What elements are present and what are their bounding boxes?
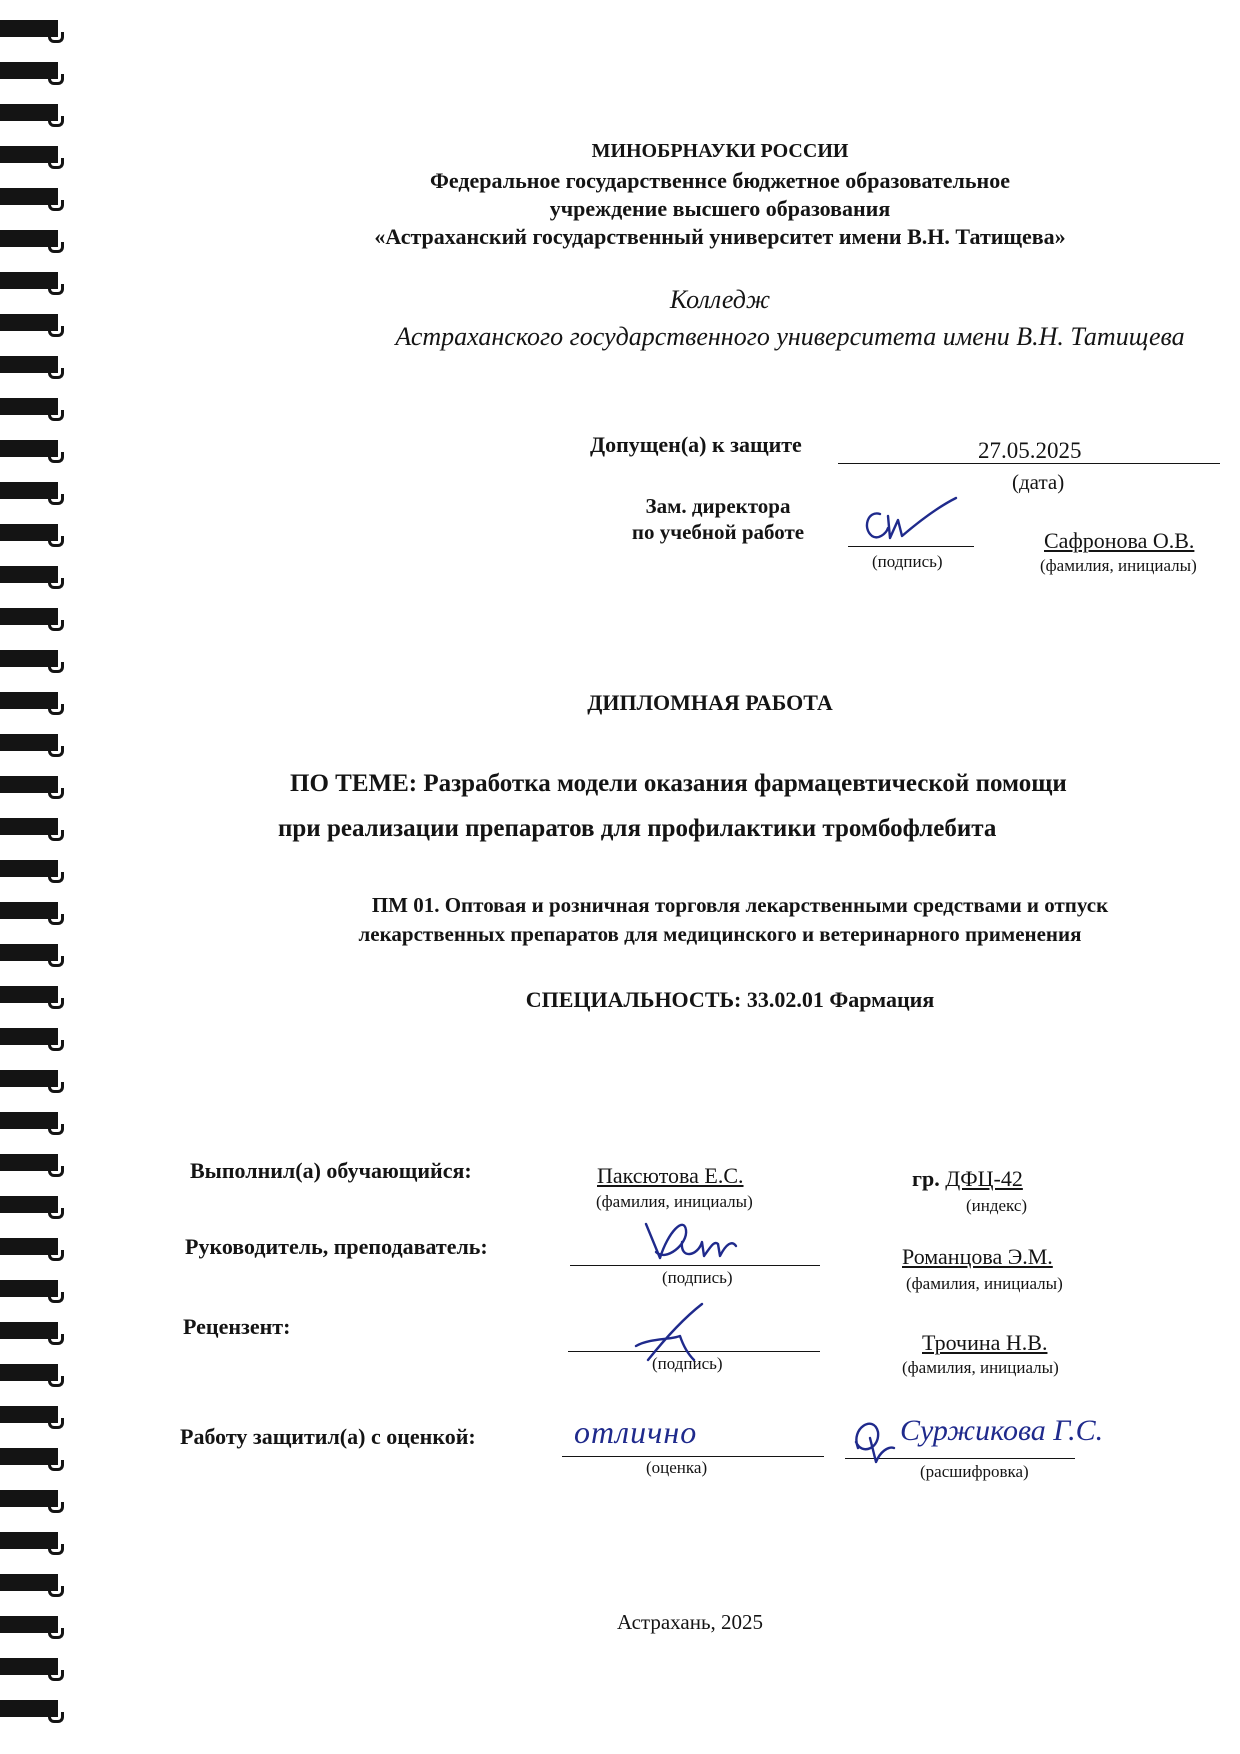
ministry-name: МИНОБРНАУКИ РОССИИ	[591, 140, 849, 162]
binding-ring	[0, 650, 58, 667]
binding-ring	[0, 440, 58, 457]
student-label: Выполнил(а) обучающийся:	[190, 1158, 472, 1183]
binding-ring	[0, 356, 58, 373]
position-line-2: по учебной работе	[631, 520, 805, 544]
grade-caption: (оценка)	[646, 1458, 708, 1477]
date-caption: (дата)	[1012, 470, 1065, 494]
binding-ring	[0, 1448, 58, 1465]
college-line-1: Колледж	[669, 285, 771, 314]
decoding-caption: (расшифровка)	[920, 1462, 1029, 1481]
binding-ring	[0, 1280, 58, 1297]
binding-ring	[0, 734, 58, 751]
supervisor-label: Руководитель, преподаватель:	[185, 1234, 488, 1259]
decoding-handwritten: Суржикова Г.С.	[900, 1414, 1104, 1447]
binding-ring	[0, 1532, 58, 1549]
binding-ring	[0, 1070, 58, 1087]
module-line-2: лекарственных препаратов для медицинского и ветеринарного применения	[358, 922, 1082, 946]
binding-ring	[0, 818, 58, 835]
binding-ring	[0, 1238, 58, 1255]
city-year: Астрахань, 2025	[616, 1610, 764, 1634]
binding-ring	[0, 1700, 58, 1717]
header-line-3: «Астраханский государственный университет имени В.Н. Татищева»	[374, 224, 1066, 249]
binding-ring	[0, 608, 58, 625]
binding-ring	[0, 1490, 58, 1507]
binding-ring	[0, 482, 58, 499]
topic-line-2: при реализации препаратов для профилактики тромбофлебита	[278, 815, 997, 842]
header-line-1: Федеральное государственнсе бюджетное образовательное	[430, 168, 1010, 193]
topic-text-1: Разработка модели оказания фармацевтической помощи	[423, 770, 1067, 797]
college-line-2: Астраханского государственного университета имени В.Н. Татищева	[395, 322, 1185, 351]
grade-handwritten: отлично	[574, 1414, 698, 1450]
header-line-2: учреждение высшего образования	[549, 196, 891, 221]
student-name-caption: (фамилия, инициалы)	[596, 1192, 753, 1211]
reviewer-signature-caption: (подпись)	[652, 1354, 723, 1373]
binding-ring	[0, 62, 58, 79]
admission-label: Допущен(а) к защите	[590, 432, 802, 457]
director-signature	[858, 494, 970, 550]
binding-ring	[0, 1322, 58, 1339]
student-name: Паксютова Е.С.	[597, 1163, 744, 1188]
grade-label: Работу защитил(а) с оценкой:	[180, 1424, 476, 1449]
binding-ring	[0, 902, 58, 919]
binding-ring	[0, 104, 58, 121]
supervisor-name-caption: (фамилия, инициалы)	[906, 1274, 1063, 1293]
binding-ring	[0, 1196, 58, 1213]
binding-ring	[0, 1112, 58, 1129]
binding-ring	[0, 944, 58, 961]
group-caption: (индекс)	[966, 1196, 1028, 1215]
binding-ring	[0, 1574, 58, 1591]
director-name: Сафронова О.В.	[1044, 528, 1195, 553]
document-type: ДИПЛОМНАЯ РАБОТА	[587, 690, 833, 715]
group-label: гр.	[912, 1166, 940, 1191]
spiral-binding	[0, 0, 72, 1754]
binding-ring	[0, 314, 58, 331]
binding-ring	[0, 398, 58, 415]
reviewer-name: Трочина Н.В.	[922, 1330, 1048, 1355]
binding-ring	[0, 1658, 58, 1675]
specialty: СПЕЦИАЛЬНОСТЬ: 33.02.01 Фармация	[525, 987, 935, 1012]
director-name-caption: (фамилия, инициалы)	[1040, 556, 1197, 575]
reviewer-name-caption: (фамилия, инициалы)	[902, 1358, 1059, 1377]
supervisor-name: Романцова Э.М.	[902, 1244, 1053, 1269]
group-field	[912, 1166, 1023, 1192]
binding-ring	[0, 20, 58, 37]
binding-ring	[0, 1028, 58, 1045]
admission-date: 27.05.2025	[978, 438, 1082, 463]
binding-ring	[0, 524, 58, 541]
supervisor-signature-caption: (подпись)	[662, 1268, 733, 1287]
topic-prefix: ПО ТЕМЕ:	[290, 770, 418, 797]
binding-ring	[0, 776, 58, 793]
reviewer-label: Рецензент:	[183, 1314, 291, 1339]
binding-ring	[0, 860, 58, 877]
position-line-1: Зам. директора	[645, 494, 791, 518]
group-value: ДФЦ-42	[945, 1166, 1023, 1191]
grade-line	[562, 1456, 824, 1457]
director-signature-caption: (подпись)	[872, 552, 943, 571]
binding-ring	[0, 1154, 58, 1171]
topic-line-1	[290, 770, 1067, 798]
commission-signature	[848, 1408, 898, 1468]
binding-ring	[0, 566, 58, 583]
binding-ring	[0, 1406, 58, 1423]
binding-ring	[0, 1364, 58, 1381]
module-line-1: ПМ 01. Оптовая и розничная торговля лекарственными средствами и отпуск	[371, 893, 1109, 917]
